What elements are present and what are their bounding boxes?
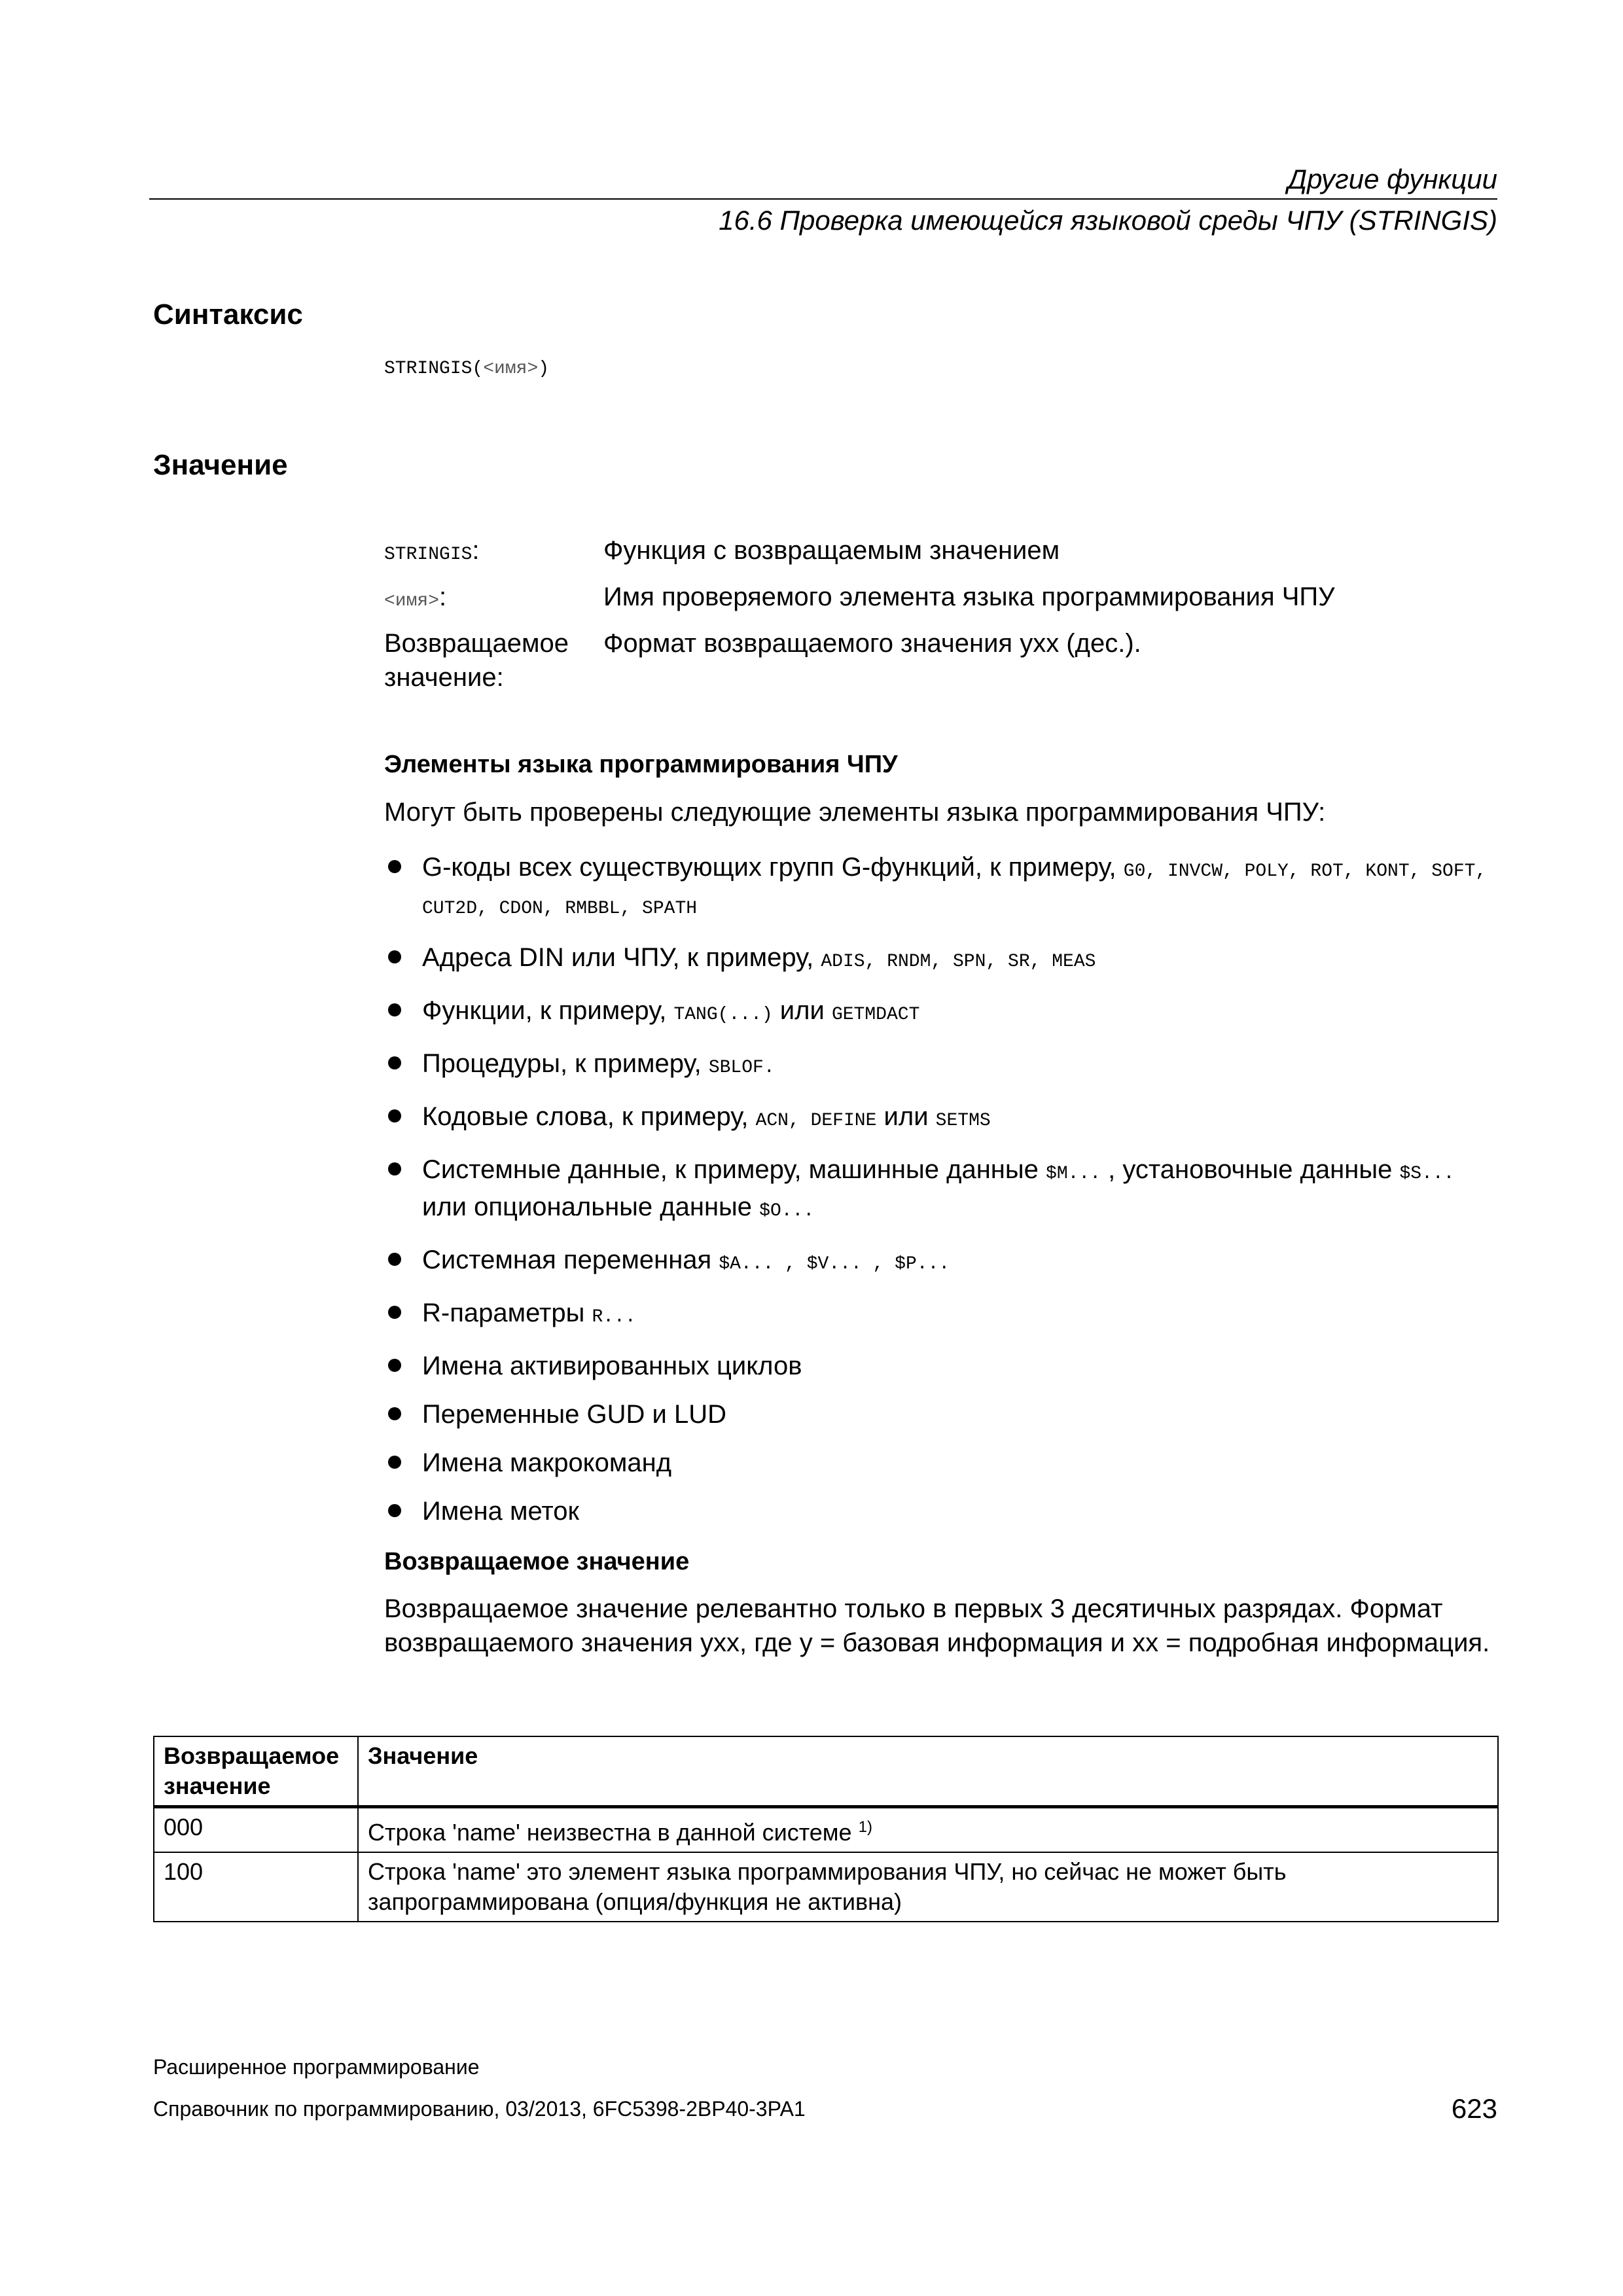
list-item: Процедуры, к примеру, SBLOF. xyxy=(384,1047,1497,1085)
table-cell: Строка 'name' это элемент языка программирования ЧПУ, но сейчас не может быть запрограммирована (опция/функция не активна) xyxy=(358,1852,1498,1922)
elements-intro: Могут быть проверены следующие элементы языка программирования ЧПУ: xyxy=(384,798,1326,827)
bullet-icon xyxy=(388,1306,401,1319)
bullet-icon xyxy=(388,860,401,873)
syntax-code: STRINGIS(<имя>) xyxy=(384,359,550,379)
list-item: Имена меток xyxy=(384,1495,1497,1528)
definition-list xyxy=(384,533,1335,694)
elements-heading: Элементы языка программирования ЧПУ xyxy=(384,751,898,778)
list-item: Кодовые слова, к примеру, ACN, DEFINE или SETMS xyxy=(384,1100,1497,1138)
bullet-icon xyxy=(388,1504,401,1517)
list-item: Имена макрокоманд xyxy=(384,1446,1497,1479)
bullet-icon xyxy=(388,1359,401,1372)
syntax-heading: Синтаксис xyxy=(153,298,303,331)
list-item: Адреса DIN или ЧПУ, к примеру, ADIS, RNDM, SPN, SR, MEAS xyxy=(384,941,1497,978)
table-row xyxy=(154,1807,1498,1853)
section-title: 16.6 Проверка имеющейся языковой среды ЧПУ (STRINGIS) xyxy=(719,205,1497,236)
page-number: 623 xyxy=(1451,2093,1497,2124)
list-item: G-коды всех существующих групп G-функций, к примеру, G0, INVCW, POLY, ROT, KONT, SOFT, CUT2D, CDON, RMBBL, SPATH xyxy=(384,851,1497,925)
bullet-icon xyxy=(388,1109,401,1122)
definition-row: Возвращаемое значение: Формат возвращаемого значения yxx (дес.). xyxy=(384,629,1141,692)
table-cell: Строка 'name' неизвестна в данной системе $^{1)}$ xyxy=(358,1807,1498,1853)
table-cell: 000 xyxy=(154,1807,358,1853)
footer-title: Расширенное программирование xyxy=(153,2055,480,2079)
bullet-icon xyxy=(388,950,401,963)
definition-row: <имя>: Имя проверяемого элемента языка программирования ЧПУ xyxy=(384,583,1335,611)
return-value-heading: Возвращаемое значение xyxy=(384,1548,690,1575)
return-value-paragraph: Возвращаемое значение релевантно только в первых 3 десятичных разрядах. Формат возвращаемого значения yxx, где y = базовая информация и xx = подробная информация. xyxy=(384,1594,1490,1657)
table-row xyxy=(154,1852,1498,1922)
header-rule xyxy=(149,198,1497,200)
return-value-table xyxy=(153,1736,1499,1922)
footnote-mark: 1) xyxy=(858,1818,872,1836)
table-header-row xyxy=(154,1736,1498,1807)
list-item: Функции, к примеру, TANG(...) или GETMDACT xyxy=(384,994,1497,1031)
list-item: Системные данные, к примеру, машинные данные $M... , установочные данные $S... или опциональные данные $O... xyxy=(384,1153,1497,1228)
table-cell: 100 xyxy=(154,1852,358,1922)
bullet-icon xyxy=(388,1056,401,1069)
footer-reference: Справочник по программированию, 03/2013, 6FC5398-2BP40-3PA1 xyxy=(153,2097,806,2121)
column-header: Значение xyxy=(358,1736,1498,1807)
chapter-title: Другие функции xyxy=(1287,164,1497,194)
list-item: Системная переменная $A... , $V... , $P... xyxy=(384,1244,1497,1281)
bullet-icon xyxy=(388,1003,401,1016)
bullet-icon xyxy=(388,1253,401,1266)
bullet-icon xyxy=(388,1407,401,1420)
elements-list xyxy=(384,851,1497,1543)
list-item: R-параметры R... xyxy=(384,1297,1497,1334)
bullet-icon xyxy=(388,1456,401,1469)
list-item: Переменные GUD и LUD xyxy=(384,1398,1497,1431)
column-header: Возвращаемое значение xyxy=(154,1736,358,1807)
definition-row: STRINGIS: Функция с возвращаемым значением xyxy=(384,536,1060,565)
meaning-heading: Значение xyxy=(153,449,288,481)
bullet-icon xyxy=(388,1162,401,1175)
list-item: Имена активированных циклов xyxy=(384,1350,1497,1382)
